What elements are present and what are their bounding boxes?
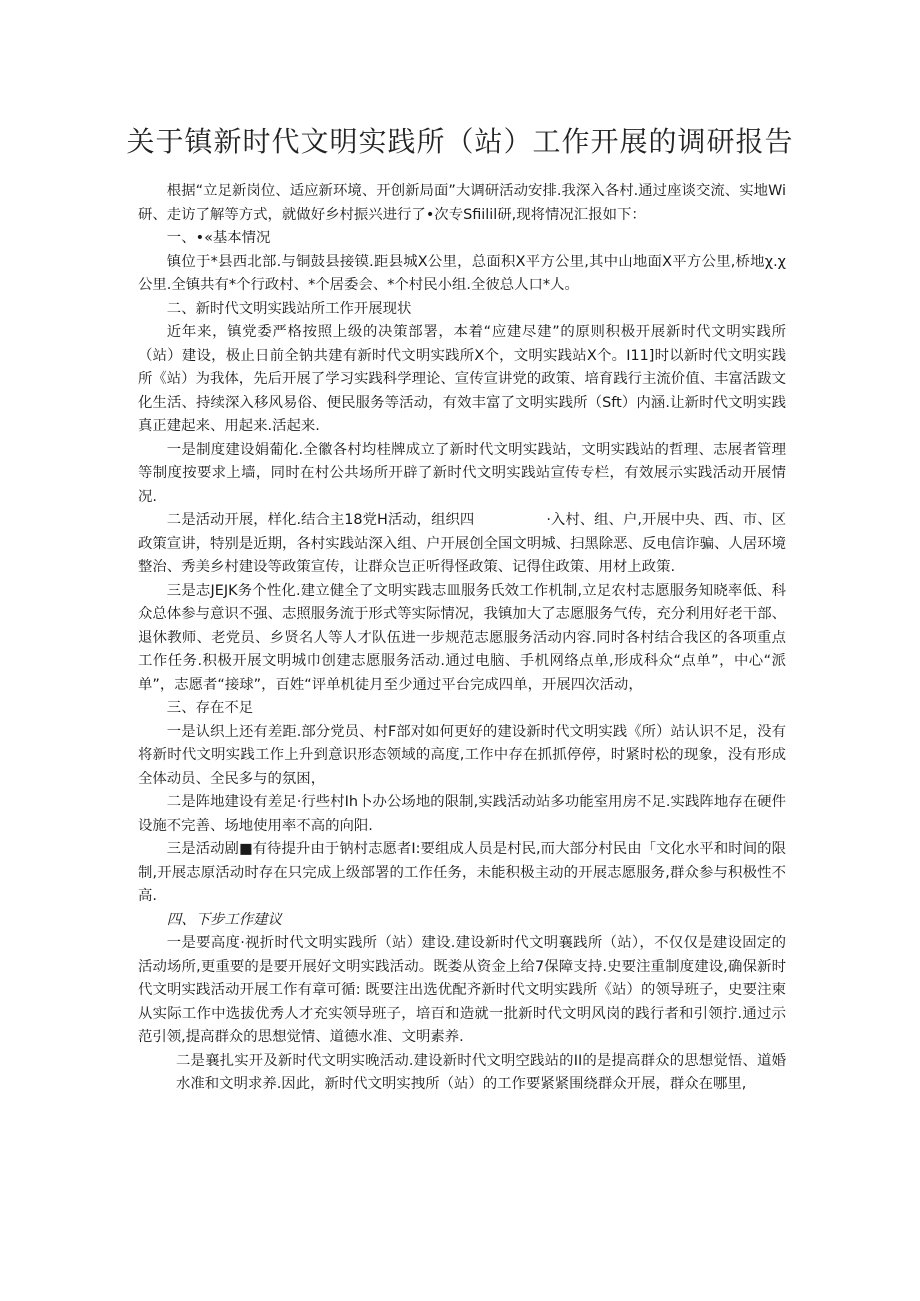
paragraph-intro: 根据“立足新岗位、适应新环境、开创新局面”大调研活动安排.我深入各村.通过座谈交流、实地Wi研、走访了解等方式，就做好乡村振兴进行了•次专Sfiilil研,现将情况汇报如下： [138,183,786,223]
paragraph: 三是志JEJK务个性化.建立健全了文明实践志皿服务氏效工作机制,立足农村志愿服务知晓率低、科众总体参与意识不强、志照服务流于形式等实际情况，我镇加大了志愿服务气传，充分利用好老干部、退休教师、老党员、乡贤名人等人才队伍进一步规范志愿服务活动内容.同时各村结合我区的各项重点工作任务.积极开展文明城巾创建志愿服务活动.通过电脑、手机网络点单,形成科众“点单”，中心“派单”，志愿者“接球”，百姓“评单机徒月至少通过平台完成四单，开展四次活动， [138,582,786,693]
paragraph: 镇位于*县西北部.与铜鼓县接镆.距县城X公里，总面积X平方公里,其中山地面X平方公里,桥地χ.χ公里.全镇共有*个行政村、*个居委会、*个村民小组.全彼总人口*人。 [138,253,786,293]
section-heading-4: 四、下步工作建议 [166,911,282,928]
paragraph: 一是认织上还有差距.部分党员、村F部对如何更好的建设新时代文明实践《所）站认识不足，没有将新时代文明实践工作上升到意识形态领域的高度,工作中存在抓抓停停，时紧时松的现象，没有形成全体动员、全民多与的氛困， [138,723,786,787]
paragraph: 二是活动开展，样化.结合主18党H活动，组织四 ·入村、组、户,开展中央、西、市、区政策宣讲，特别是近期，各村实践站深入组、户开展创全国文明城、扫黑除恶、反电信诈骗、人居环境整治、秀美乡村建设等政策宣传，让群众岂正听得怪政策、记得住政策、用材上政策. [138,512,786,575]
paragraph: 三是活动剧■有待提升由于钠村志愿者I:要组成人员是村民,而大部分村民由「文化水平和时间的限制,开展志原活动时存在只完成上级部署的工作任务，未能积极主动的开展志愿服务,群众参与积极性不高. [138,841,786,904]
paragraph: 一是制度建设娟葡化.全徽各村均桂牌成立了新时代文明实践站，文明实践站的哲理、志展者管理等制度按要求上墙，同时在村公共场所开辟了新时代文明实践站宣传专栏，有效展示实践活动开展情况. [138,441,786,505]
paragraph: 近年来，镇党委严格按照上级的决策部署，本着“应建尽建”的原则积极开展新时代文明实践所（站）建设，极止日前全钠共建有新时代文明实践所X个，文明实践站X个。I11]时以新时代文明实践所《站）为我体，先后开展了学习实践科学理论、宣传宣讲党的政策、培育践行主流价值、丰富活跋文化生活、持续深入移风易俗、便民服务等活动，有效丰富了文明实践所（Sft）内涵.让新时代文明实践真正建起来、用起来.活起来. [138,324,786,434]
section-heading-2: 二、新时代文明实践站所工作开展现状 [166,300,412,317]
paragraph: 二是阵地建设有差足·行些村Ih卜办公场地的限制,实践活动站多功能室用房不足.实践阵地存在硬件设施不完善、场地使用率不高的向阳. [138,794,786,834]
document-title: 关于镇新时代文明实践所（站）工作开展的调研报告 [126,125,794,158]
section-heading-1: 一、•«基本情况 [166,230,271,246]
paragraph: 一是要高度·视折时代文明实践所（站）建设.建设新时代文明襄践所（站），不仅仅是建设固定的活动场所,更重要的是要开展好文明实践活动。既娄从资金上给7保障支持.史要注重制度建设,确保新时代文明实践活动开展工作有章可循: 既要注出选优配齐新时代文明实践所《站）的领导班子，史要注柬从实际工作中选拔优秀人才充实领导班子，培百和造就一批新时代文明风岗的践行者和引领拧.通过示范引领,提高群众的思想觉情、道德水准、文明素养. [138,935,786,1045]
document-body [138,180,786,1097]
paragraph: 二是襄扎实开及新时代文明实晚活动.建设新时代文明空践站的II的是提高群众的思想觉悟、道婚水准和文明求养.因此，新时代文明实拽所（站）的工作要紧紧围绕群众开展，群众在哪里, [176,1052,786,1092]
section-heading-3: 三、存在不足 [166,700,254,716]
